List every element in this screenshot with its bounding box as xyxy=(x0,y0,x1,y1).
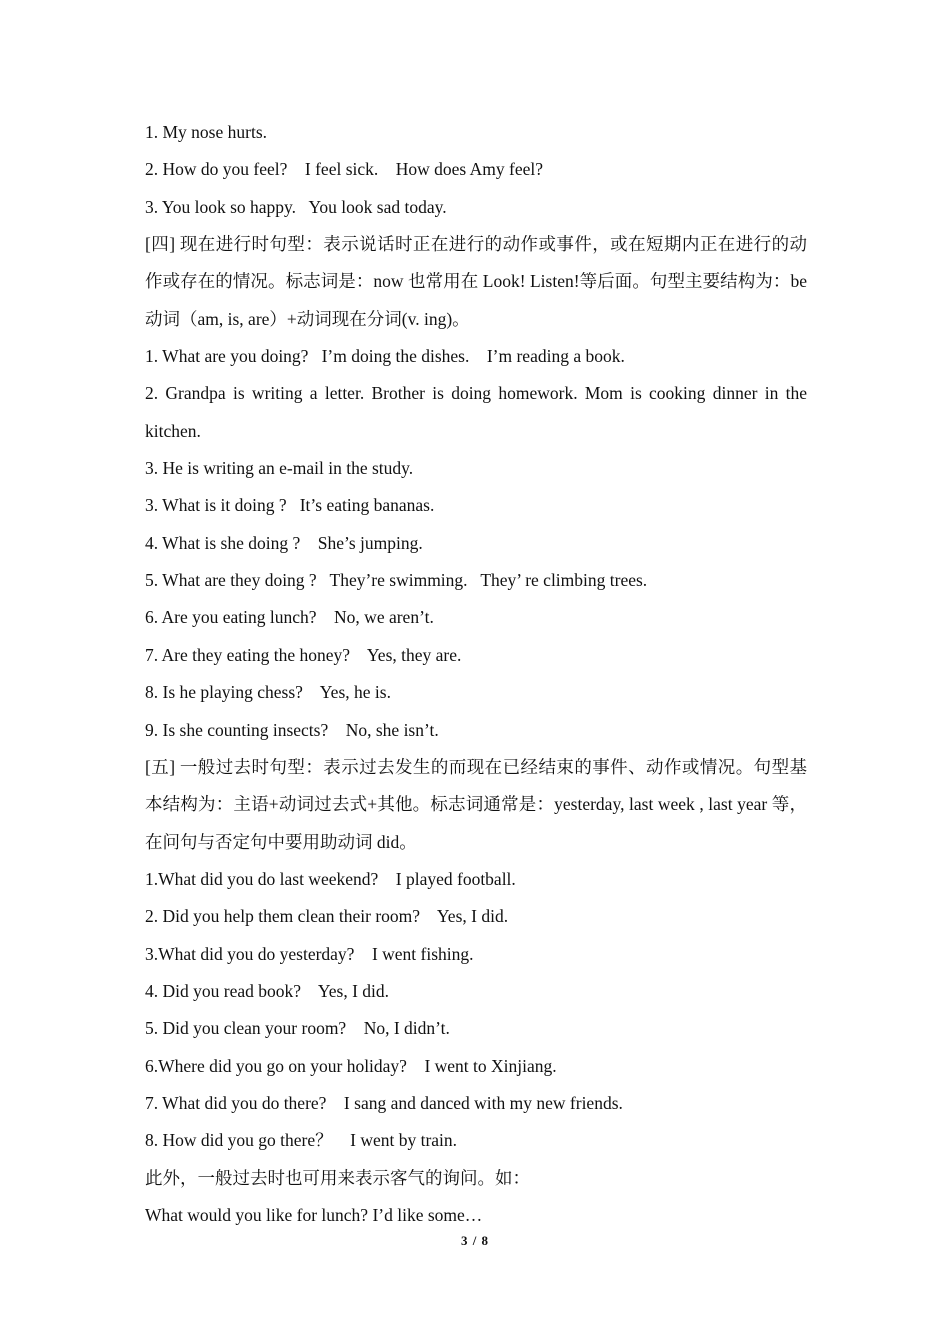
section-four-paragraph: [四] 现在进行时句型：表示说话时正在进行的动作或事件，或在短期内正在进行的动作或存在的情况。标志词是：now 也常用在 Look! Listen!等后面。句型主要结构为：be 动词（am, is, are）+动词现在分词(v. ing)。 xyxy=(145,234,807,329)
text-line: 1. My nose hurts. xyxy=(145,122,268,142)
text-line: 3. What is it doing ? It’s eating bananas. xyxy=(145,495,435,516)
text-line: 3. He is writing an e-mail in the study. xyxy=(145,458,414,479)
text-line: 4. Did you read book? Yes, I did. xyxy=(145,980,390,1001)
text-line: 6.Where did you go on your holiday? I went to Xinjiang. xyxy=(145,1055,557,1076)
document-body xyxy=(145,114,807,1234)
text-line: 2. Did you help them clean their room? Yes, I did. xyxy=(145,906,509,927)
text-line: What would you like for lunch? I’d like some… xyxy=(145,1205,483,1225)
text-line: 1.What did you do last weekend? I played football. xyxy=(145,868,516,889)
text-line: 此外，一般过去时也可用来表示客气的询问。如： xyxy=(145,1167,530,1188)
text-line: 1. What are you doing? I’m doing the dishes. I’m reading a book. xyxy=(145,346,625,367)
text-line: 6. Are you eating lunch? No, we aren’t. xyxy=(145,607,434,628)
text-line: 7. What did you do there? I sang and danced with my new friends. xyxy=(145,1092,623,1113)
text-line: 8. How did you go there？ I went by train. xyxy=(145,1130,458,1151)
text-line: 3. You look so happy. You look sad today. xyxy=(145,196,447,217)
text-paragraph: 2. Grandpa is writing a letter. Brother is doing homework. Mom is cooking dinner in the kitchen. xyxy=(145,383,807,441)
text-line: 3.What did you do yesterday? I went fishing. xyxy=(145,943,474,964)
text-line: 5. What are they doing ? They’re swimming. They’ re climbing trees. xyxy=(145,570,648,591)
text-line: 2. How do you feel? I feel sick. How does Amy feel? xyxy=(145,159,544,180)
text-line: 5. Did you clean your room? No, I didn’t. xyxy=(145,1018,450,1039)
text-line: 9. Is she counting insects? No, she isn’t. xyxy=(145,719,439,740)
text-line: 4. What is she doing ? She’s jumping. xyxy=(145,532,423,553)
text-line: 8. Is he playing chess? Yes, he is. xyxy=(145,682,391,703)
section-five-paragraph: [五] 一般过去时句型：表示过去发生的而现在已经结束的事件、动作或情况。句型基本结构为：主语+动词过去式+其他。标志词通常是：yesterday, last week , last year 等，在问句与否定句中要用助动词 did。 xyxy=(145,756,807,852)
text-line: 7. Are they eating the honey? Yes, they are. xyxy=(145,644,462,665)
page-number: 3 / 8 xyxy=(460,1233,490,1248)
